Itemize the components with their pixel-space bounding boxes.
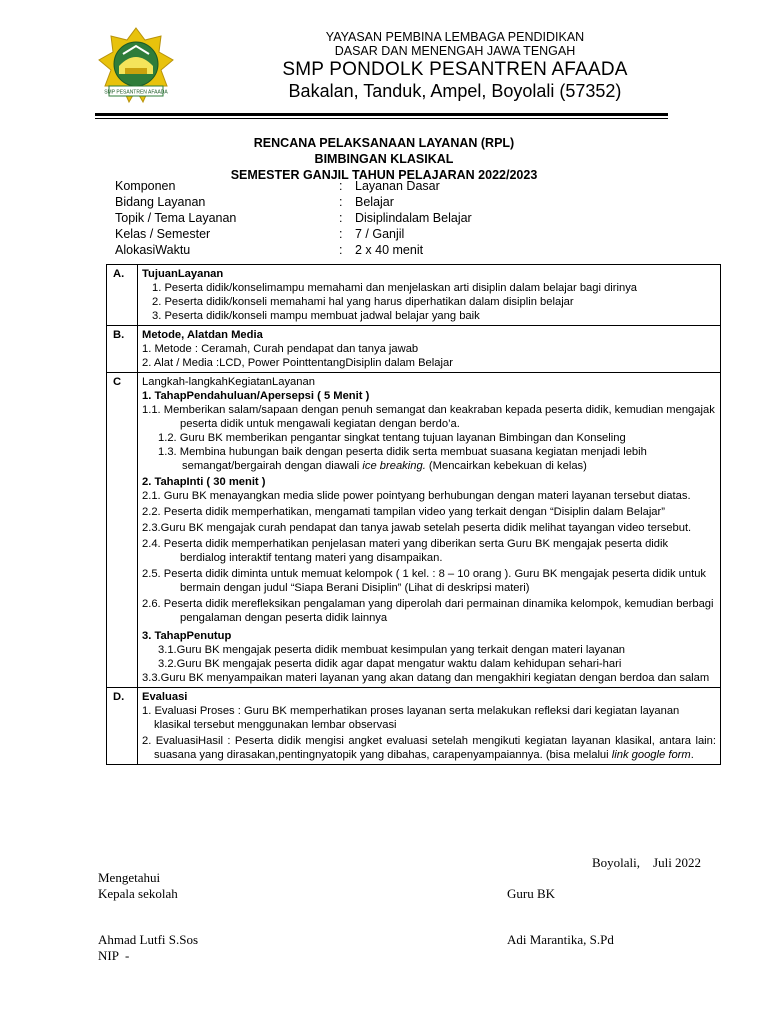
stage-2-step: 2.2. Peserta didik memperhatikan, mengamati tampilan video yang terkait dengan “Disiplin dalam Belajar” (142, 506, 665, 518)
letterhead-rule-thick (95, 113, 668, 116)
section-c-content (138, 373, 721, 688)
evaluation-item (142, 734, 716, 762)
section-b-item: 1. Metode : Ceramah, Curah pendapat dan tanya jawab (142, 343, 419, 355)
section-c-row (107, 373, 721, 688)
section-a-content (138, 265, 721, 326)
rpl-table (106, 264, 721, 765)
stage-2-step: 2.3.Guru BK mengajak curah pendapat dan tanya jawab setelah peserta didik melihat tayangan video tersebut. (142, 522, 692, 534)
info-row (115, 226, 535, 242)
section-b-content (138, 326, 721, 373)
stage-2-heading: 2. TahapInti ( 30 menit ) (142, 476, 266, 488)
counselor-name: Adi Marantika, S.Pd (507, 932, 614, 947)
document-title (0, 135, 768, 183)
stage-2-step: 2.5. Peserta didik diminta untuk memuat kelompok ( 1 kel. : 8 – 10 orang ). Guru BK mengajak peserta didik untuk bermain dengan judul “Siapa Berani Disiplin” (Lihat di deskripsi materi) (142, 568, 707, 594)
foundation-name: YAYASAN PEMBINA LEMBAGA PENDIDIKAN (325, 30, 585, 44)
info-label: AlokasiWaktu (115, 243, 191, 257)
section-a-item: 3. Peserta didik/konseli mampu membuat jadwal belajar yang baik (152, 310, 480, 322)
principal-role: Kepala sekolah (98, 886, 178, 901)
section-b-row (107, 326, 721, 373)
info-sep: : (339, 179, 343, 193)
stage-3-step: 3.2.Guru BK mengajak peserta didik agar dapat mengatur waktu dalam kehidupan sehari-hari (158, 658, 622, 670)
info-label: Komponen (115, 179, 176, 193)
section-c-label: C (107, 373, 138, 688)
logo-caption: SMP PESANTREN AFAADA (104, 89, 168, 96)
foundation-subname: DASAR DAN MENENGAH JAWA TENGAH (334, 44, 576, 59)
section-b-heading: Metode, Alatdan Media (142, 329, 263, 341)
info-label: Bidang Layanan (115, 195, 206, 209)
info-value: Disiplindalam Belajar (355, 211, 472, 225)
stage-1-step-note: (Mencairkan kebekuan di kelas) (425, 460, 587, 472)
info-label: Topik / Tema Layanan (115, 211, 237, 225)
evaluation-item-text: 2. EvaluasiHasil : Peserta didik mengisi angket evaluasi setelah mengikuti kegiatan layanan klasikal, antara lain: suasana yang dirasakan,pentingnyatopik yang dibahas, carapenyampaiannya. (bisa melalui (142, 735, 716, 761)
evaluation-link-text: link google form (611, 749, 691, 761)
stage-1-step-emphasis: ice breaking. (362, 460, 426, 472)
evaluation-item: 1. Evaluasi Proses : Guru BK memperhatikan proses layanan serta melakukan refleksi dari kegiatan layanan klasikal tersebut menggunakan lembar observasi (142, 705, 680, 731)
school-address: Bakalan, Tanduk, Ampel, Boyolali (57352) (288, 80, 622, 101)
info-row (115, 242, 535, 258)
section-b-label: B. (107, 326, 138, 373)
section-b-item: 2. Alat / Media :LCD, Power PointtentangDisiplin dalam Belajar (142, 357, 453, 369)
letterhead-rule-thin (95, 118, 668, 119)
evaluation-item-end: . (690, 749, 694, 761)
info-label: Kelas / Semester (115, 227, 211, 241)
info-row (115, 194, 535, 210)
info-sep: : (339, 211, 343, 225)
section-a-item: 2. Peserta didik/konseli memahami hal yang harus diperhatikan dalam disiplin belajar (152, 296, 574, 308)
letterhead (215, 30, 695, 101)
stage-2-step: 2.1. Guru BK menayangkan media slide power pointyang berhubungan dengan materi layanan tersebut diatas. (142, 490, 691, 502)
section-a-heading: TujuanLayanan (142, 268, 224, 280)
section-d-label: D. (107, 688, 138, 765)
stage-2-step: 2.6. Peserta didik merefleksikan pengalaman yang diperolah dari permainan dinamika kelompok, kemudian berbagi pengalaman dengan peserta didik lainnya (142, 598, 714, 624)
info-row (115, 210, 535, 226)
stage-2-step: 2.4. Peserta didik memperhatikan penjelasan materi yang diberikan serta Guru BK mengajak peserta didik berdialog interaktif tentang materi yang disampaikan. (142, 538, 669, 564)
info-value: 2 x 40 menit (355, 243, 424, 257)
stage-1-step-text: 1.3. Membina hubungan baik dengan peserta didik serta membuat suasana kegiatan menjadi lebih semangat/bergairah dengan diawali (158, 446, 647, 472)
place-date: Boyolali, Juli 2022 (592, 855, 702, 870)
principal-nip: NIP - (98, 948, 130, 963)
stage-1-heading: 1. TahapPendahuluan/Apersepsi ( 5 Menit ) (142, 390, 370, 402)
section-a-item: 1. Peserta didik/konselimampu memahami dan menjelaskan arti disiplin dalam belajar bagi dirinya (152, 282, 638, 294)
stage-3-step: 3.3.Guru BK menyampaikan materi layanan yang akan datang dan mengakhiri kegiatan dengan berdoa dan salam (142, 672, 710, 684)
acknowledged-label: Mengetahui (98, 870, 161, 885)
school-logo (95, 26, 177, 108)
school-name: SMP PONDOLK PESANTREN AFAADA (282, 58, 628, 80)
section-a-row (107, 265, 721, 326)
info-block (115, 178, 535, 258)
info-sep: : (339, 227, 343, 241)
counselor-role: Guru BK (507, 886, 556, 901)
info-sep: : (339, 195, 343, 209)
stage-3-heading: 3. TahapPenutup (142, 630, 232, 642)
section-d-row (107, 688, 721, 765)
section-c-heading: Langkah-langkahKegiatanLayanan (142, 376, 315, 388)
section-d-content (138, 688, 721, 765)
stage-3-step: 3.1.Guru BK mengajak peserta didik membuat kesimpulan yang terkait dengan materi layanan (158, 644, 626, 656)
info-value: Belajar (355, 195, 394, 209)
info-value: 7 / Ganjil (355, 227, 405, 241)
stage-1-step: 1.1. Memberikan salam/sapaan dengan penuh semangat dan keakraban kepada peserta didik, kemudian mengajak peserta didik untuk mengawali kegiatan dengan berdo’a. (142, 404, 715, 430)
principal-name: Ahmad Lutfi S.Sos (98, 932, 199, 947)
title-line-3: SEMESTER GANJIL TAHUN PELAJARAN 2022/2023 (230, 168, 538, 182)
section-a-label: A. (107, 265, 138, 326)
section-d-heading: Evaluasi (142, 691, 188, 703)
title-line-2: BIMBINGAN KLASIKAL (314, 152, 454, 166)
info-row (115, 178, 535, 194)
info-sep: : (339, 243, 343, 257)
title-line-1: RENCANA PELAKSANAAN LAYANAN (RPL) (253, 136, 515, 150)
stage-1-step (142, 445, 716, 473)
stage-1-step: 1.2. Guru BK memberikan pengantar singkat tentang tujuan layanan Bimbingan dan Konseling (158, 432, 626, 444)
info-value: Layanan Dasar (355, 179, 440, 193)
